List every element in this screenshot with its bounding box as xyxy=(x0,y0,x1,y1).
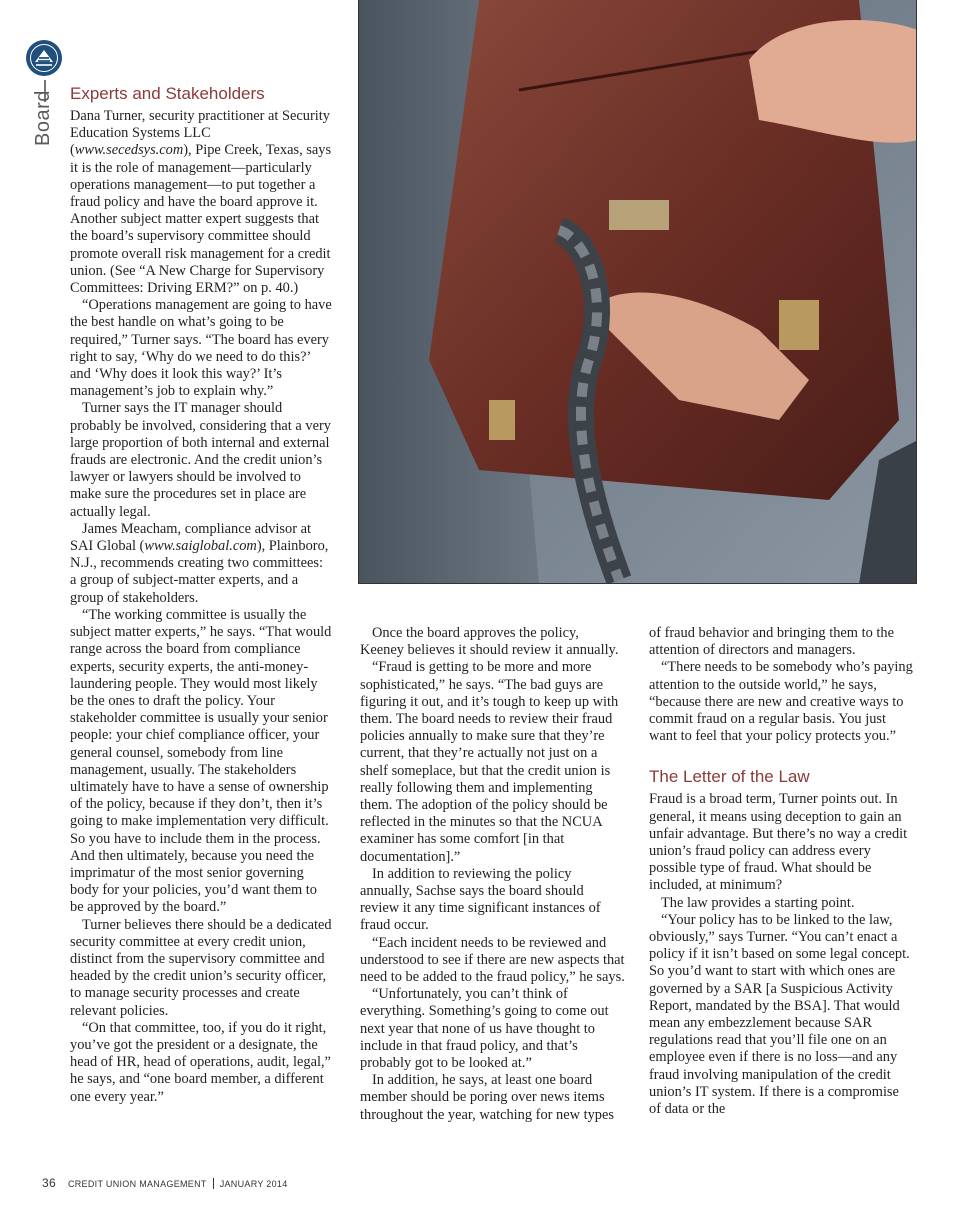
page-footer xyxy=(42,1176,288,1190)
paragraph: “There needs to be somebody who’s paying attention to the outside world,” he says, “because there are new and creative ways to commit fraud on a regular basis. You just want to feel that your policy protects you.” xyxy=(649,659,913,745)
issue-date: JANUARY 2014 xyxy=(219,1179,288,1189)
paragraph: Fraud is a broad term, Turner points out. In general, it means using deception to gain an unfair advantage. But there’s no way a credit union’s fraud policy can address every possible type of fraud. What should be included, at minimum? xyxy=(649,791,908,894)
paragraph: Turner says the IT manager should probably be involved, considering that a very large proportion of both internal and external frauds are electronic. And the credit union’s lawyer or lawyers should be involved to make sure the procedures set in place are actually legal. xyxy=(70,400,331,520)
paragraph xyxy=(70,108,332,297)
paragraph: “Your policy has to be linked to the law, obviously,” says Turner. “You can’t enact a policy if it isn’t based on some legal concept. So you’d want to start with which ones are governed by a SAR [a Suspicious Activity Report, mandated by the BSA]. That would mean any embezzlement because SAR regulations read that you’ll file one on an employee even if there is no loss—and any fraud involving manipulation of the credit union’s IT system. If there is a compromise of data or the xyxy=(649,911,910,1118)
paragraph: In addition to reviewing the policy annually, Sachse says the board should review it any time significant instances of fraud occur. xyxy=(360,865,601,934)
paragraph: “The working committee is usually the subject matter experts,” he says. “That would range across the board from compliance experts, security experts, the anti-money-laundering people. They would most likely be the ones to draft the policy. Your stakeholder committee is usually your senior people: your chief compliance officer, your general counsel, somebody from line management, usually. The stakeholders ultimately have to have a sense of ownership of the policy, because if they don’t, then it’s going to make implementation very difficult. So you have to include them in the process. And then ultimately, because you need the imprimatur of the most senior governing body for your policies, you’d want them to be approved by the board.” xyxy=(70,606,332,916)
paragraph: of fraud behavior and bringing them to the attention of directors and managers. xyxy=(649,625,894,659)
text-run: ), Pipe Creek, Texas, says it is the role of management—particularly operations management—to put together a fraud policy and have the board approve it. Another subject matter expert suggests that the board’s supervisory committee should promote overall risk management for a credit union. (See “A New Charge for Supervisory Committees: Driving ERM?” on p. 40.) xyxy=(70,142,332,297)
text-run: ), Plainboro, N.J., recommends creating two committees: a group of subject-matter experts, and a group of stakeholders. xyxy=(70,538,329,606)
article-column-2 xyxy=(360,625,626,1124)
article-column-1 xyxy=(70,84,332,1106)
publication-name: CREDIT UNION MANAGEMENT xyxy=(67,1179,207,1189)
paragraph: Once the board approves the policy, Keeney believes it should review it annually. xyxy=(360,625,619,659)
briefcase-chain-photo xyxy=(358,0,917,584)
footer-divider xyxy=(213,1178,214,1189)
url-link-saiglobal: www.saiglobal.com xyxy=(144,538,257,555)
text-run: Dana Turner, security practitioner at Security Education Systems LLC ( xyxy=(70,108,330,159)
logo-mark-icon xyxy=(33,48,55,68)
paragraph xyxy=(70,521,332,607)
url-link-secedsys: www.secedsys.com xyxy=(74,142,184,159)
paragraph: “Each incident needs to be reviewed and understood to see if there are new aspects that need to be added to the fraud policy,” he says. xyxy=(360,934,625,986)
text-run: James Meacham, compliance advisor at SAI Global ( xyxy=(70,520,311,555)
paragraph: “Unfortunately, you can’t think of everything. Something’s going to come out next year that none of us have thought to include in that fraud policy, and that’s probably got to be looked at.” xyxy=(360,986,609,1072)
paragraph: “Fraud is getting to be more and more sophisticated,” he says. “The bad guys are figuring it out, and it’s tough to keep up with them. The board needs to review their fraud policies annually to make sure that they’re current, that they’re actually not just on a shelf someplace, but that the credit union is really following them and implementing them. The adoption of the policy should be reflected in the minutes so that the NCUA examiner has some comfort [in that documentation].” xyxy=(360,659,619,865)
paragraph: The law provides a starting point. xyxy=(661,894,855,911)
publication-logo xyxy=(26,40,62,76)
article-column-3 xyxy=(649,625,913,1118)
paragraph: Turner believes there should be a dedicated security committee at every credit union, distinct from the supervisory committee and headed by the credit union’s security officer, to manage security processes and create relevant policies. xyxy=(70,916,332,1019)
page-number: 36 xyxy=(42,1176,56,1190)
section-heading-law: The Letter of the Law xyxy=(649,767,810,787)
paragraph: “Operations management are going to have the best handle on what’s going to be required,” Turner says. “The board has every right to say, ‘Why do we need to do this?’ and ‘Why does it look this way?’ It’s management’s job to explain why.” xyxy=(70,297,332,400)
paragraph: “On that committee, too, if you do it right, you’ve got the president or a designate, the head of HR, head of operations, audit, legal,” he says, and “one board member, a different one every year.” xyxy=(70,1019,331,1105)
paragraph: In addition, he says, at least one board member should be poring over news items throughout the year, watching for new types xyxy=(360,1072,614,1123)
section-label: Board xyxy=(32,90,54,146)
section-heading-experts: Experts and Stakeholders xyxy=(70,84,265,103)
